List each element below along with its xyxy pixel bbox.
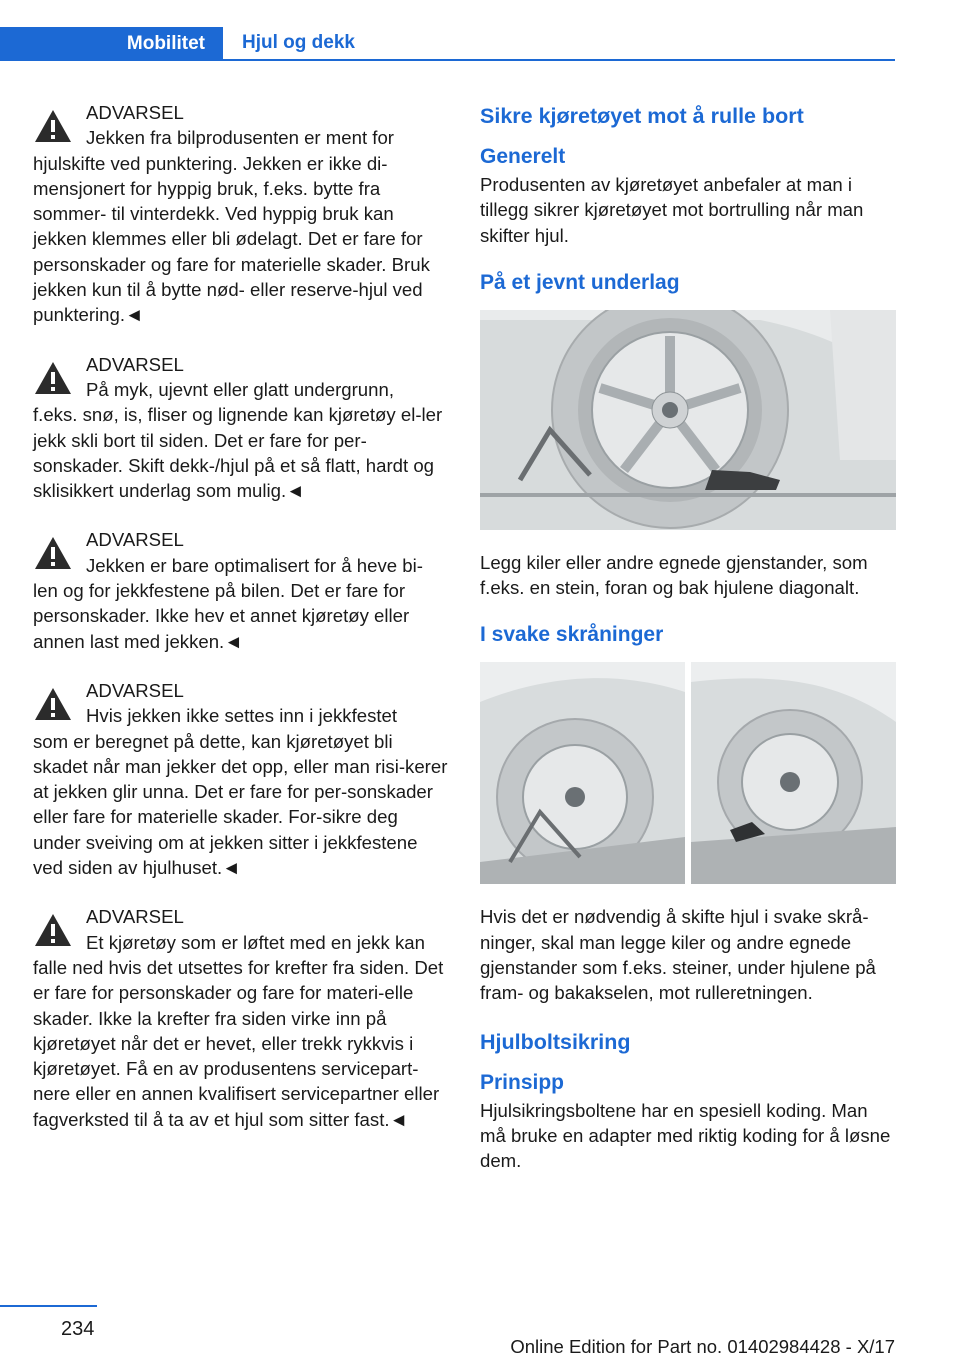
heading-principle: Prinsipp <box>480 1070 565 1094</box>
warning-triangle-icon <box>33 912 73 948</box>
edition-footer: Online Edition for Part no. 01402984428 - X/17 <box>510 1336 895 1357</box>
warning-triangle-icon <box>33 535 73 571</box>
warning-triangle-icon <box>33 360 73 396</box>
footer-rule <box>0 1305 97 1307</box>
heading-general: Generelt <box>480 145 566 168</box>
warning-text: falle ned hvis det utsettes for krefter fra siden. Det er fare for personskader og fare for materi-elle skader. Ikke la krefter fra siden virke inn på kjøretøyet når det er hevet, eller trekk rykkvis i kjøretøyet. Få en av produsentens servicepart-nere eller en annen kvalifisert servicepartner eller fagverksted til å ta av et hjul som sitter fast.◄ <box>33 956 444 1130</box>
left-column <box>33 100 448 1156</box>
right-column <box>480 100 896 1196</box>
header-tabs <box>0 27 895 63</box>
warning-triangle-icon <box>33 108 73 144</box>
heading-secure-vehicle: Sikre kjøretøyet mot å rulle bort <box>480 104 804 128</box>
flat-surface-illustration <box>480 310 896 530</box>
warning-lead: Hvis jekken ikke settes inn i jekkfestet <box>86 705 398 727</box>
warning-title: ADVARSEL <box>86 679 184 701</box>
heading-wheel-lock: Hjulboltsikring <box>480 1029 631 1054</box>
heading-slope: I svake skråninger <box>480 623 664 647</box>
slope-illustration <box>480 662 896 884</box>
warning-text: f.eks. snø, is, fliser og lignende kan kjøretøy el-ler jekk skli bort til siden. Det er fare for per-sonskader. Skift dekk-/hjul på et så flatt, hardt og sklisikkert underlag som mulig.◄ <box>33 404 443 502</box>
warning-block <box>33 678 448 880</box>
warning-title: ADVARSEL <box>86 529 184 551</box>
warning-text: hjulskifte ved punktering. Jekken er ikke di-mensjonert for hyppig bruk, f.eks. bytte fra sommer- til vinterdekk. Ved hyppig bruk kan jekken klemmes eller bli ødelagt. Det er fare for personskader og fare for materielle skader. Bruk jekken kun til å bytte nød- eller reserve-hjul ved punktering.◄ <box>33 152 430 326</box>
warning-block <box>33 527 448 653</box>
paragraph-principle: Hjulsikringsboltene har en spesiell koding. Man må bruke en adapter med riktig koding for å løsne dem. <box>480 1099 891 1172</box>
warning-block <box>33 904 448 1132</box>
warning-lead: Jekken er bare optimalisert for å heve bi- <box>86 554 423 576</box>
heading-flat-surface: På et jevnt underlag <box>480 270 680 294</box>
paragraph-general: Produsenten av kjøretøyet anbefaler at man i tillegg sikrer kjøretøyet mot bortrulling når man skifter hjul. <box>480 174 864 246</box>
warning-title: ADVARSEL <box>86 906 184 928</box>
warning-title: ADVARSEL <box>86 353 184 375</box>
warning-lead: Jekken fra bilprodusenten er ment for <box>86 127 394 149</box>
warning-text: som er beregnet på dette, kan kjøretøyet bli skadet når man jekker det opp, eller man risi-kerer at jekken glir unna. Det er fare for per-sonskader eller fare for materielle skader. For-sikre deg under sveiving om at jekken sitter i jekkfestene ved siden av hjulhuset.◄ <box>33 730 448 879</box>
page-number: 234 <box>61 1318 95 1340</box>
warning-title: ADVARSEL <box>86 102 184 123</box>
warning-text: len og for jekkfestene på bilen. Det er fare for personskader. Ikke hev et annet kjøretøy eller annen last med jekken.◄ <box>33 580 410 652</box>
tab-hjul-og-dekk[interactable]: Hjul og dekk <box>223 27 895 61</box>
paragraph-slope: Hvis det er nødvendig å skifte hjul i svake skrå-ninger, skal man legge kiler og andre egnede gjenstander som f.eks. steiner, under hjulene på fram- og bakakselen, mot rulleretningen. <box>480 906 876 1004</box>
warning-block <box>33 352 448 504</box>
warning-block <box>33 100 448 328</box>
warning-lead: På myk, ujevnt eller glatt undergrunn, <box>86 378 394 400</box>
paragraph-flat: Legg kiler eller andre egnede gjenstander, som f.eks. en stein, foran og bak hjulene diagonalt. <box>480 551 868 599</box>
warning-lead: Et kjøretøy som er løftet med en jekk kan <box>86 931 425 953</box>
warning-triangle-icon <box>33 686 73 722</box>
tab-mobilitet[interactable]: Mobilitet <box>0 27 223 61</box>
